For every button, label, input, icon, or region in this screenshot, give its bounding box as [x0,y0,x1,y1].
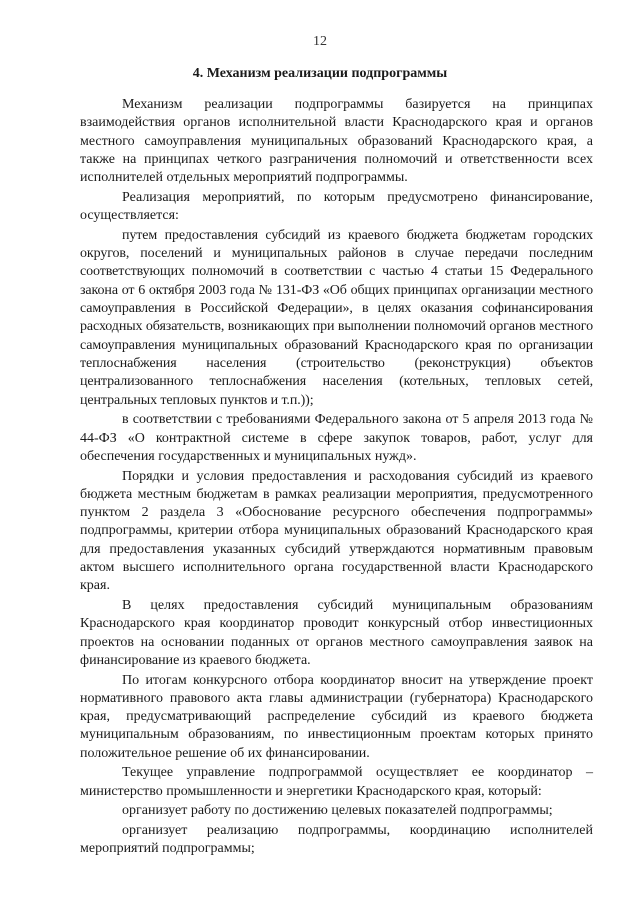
paragraph-mechanism: Механизм реализации подпрограммы базируется на принципах взаимодействия органов исполнительной власти Краснодарского края и органов местного самоуправления муниципальных образований Краснодарского края, а также на принципах четкого разграничения полномочий и ответственности всех исполнителей отдельных мероприятий подпрограммы. [80,97,593,186]
paragraph-procedures: Порядки и условия предоставления и расходования субсидий из краевого бюджета местным бюджетам в рамках реализации мероприятия, предусмотренного пунктом 2 раздела 3 «Обоснование ресурсного обеспечения подпрограммы» подпрограммы, критерии отбора муниципальных образований Краснодарского края для предоставления указанных субсидий утверждаются нормативным правовым актом высшего исполнительного органа государственной власти Краснодарского края. [80,468,593,594]
paragraph-coordination: организует реализацию подпрограммы, координацию исполнителей мероприятий подпрограммы; [80,823,593,857]
paragraph-subsidies: путем предоставления субсидий из краевого бюджета бюджетам городских округов, поселений и муниципальных районов в случае передачи последним соответствующих полномочий в соответствии с частью 4 статьи 15 Федерального закона от 6 октября 2003 года № 131-ФЗ «Об общих принципах организации местного самоуправления в Российской Федерации», в целях оказания софинансирования расходных обязательств, возникающих при выполнении полномочий органов местного самоуправления муниципальных образований Краснодарского края по организации теплоснабжения населения (строительство (реконструкция) объектов централизованного теплоснабжения населения (котельных, тепловых сетей, центральных тепловых пунктов и т.п.)); [80,227,593,408]
section-title: 4. Механизм реализации подпрограммы [192,66,448,81]
paragraph-implementation: Реализация мероприятий, по которым предусмотрено финансирование, осуществляется: [80,189,593,224]
document-body [80,96,593,860]
paragraph-current-management: Текущее управление подпрограммой осуществляет ее координатор – министерство промышленности и энергетики Краснодарского края, который: [80,765,593,799]
page-number: 12 [313,34,327,49]
paragraph-selection-results: По итогам конкурсного отбора координатор вносит на утверждение проект нормативного правового акта главы администрации (губернатора) Краснодарского края, предусматривающий распределение субсидий из краевого бюджета муниципальным образованиям, по инвестиционным проектам которых принято положительное решение об их финансировании. [80,672,593,761]
paragraph-federal-law: в соответствии с требованиями Федерального закона от 5 апреля 2013 года № 44-ФЗ «О контрактной системе в сфере закупок товаров, работ, услуг для обеспечения государственных и муниципальных нужд». [80,412,593,464]
paragraph-targets: организует работу по достижению целевых показателей подпрограммы; [122,803,553,819]
paragraph-competitive-selection: В целях предоставления субсидий муниципальным образованиям Краснодарского края координатор проводит конкурсный отбор инвестиционных проектов на основании поданных от органов местного самоуправления заявок на финансирование из краевого бюджета. [80,597,593,668]
